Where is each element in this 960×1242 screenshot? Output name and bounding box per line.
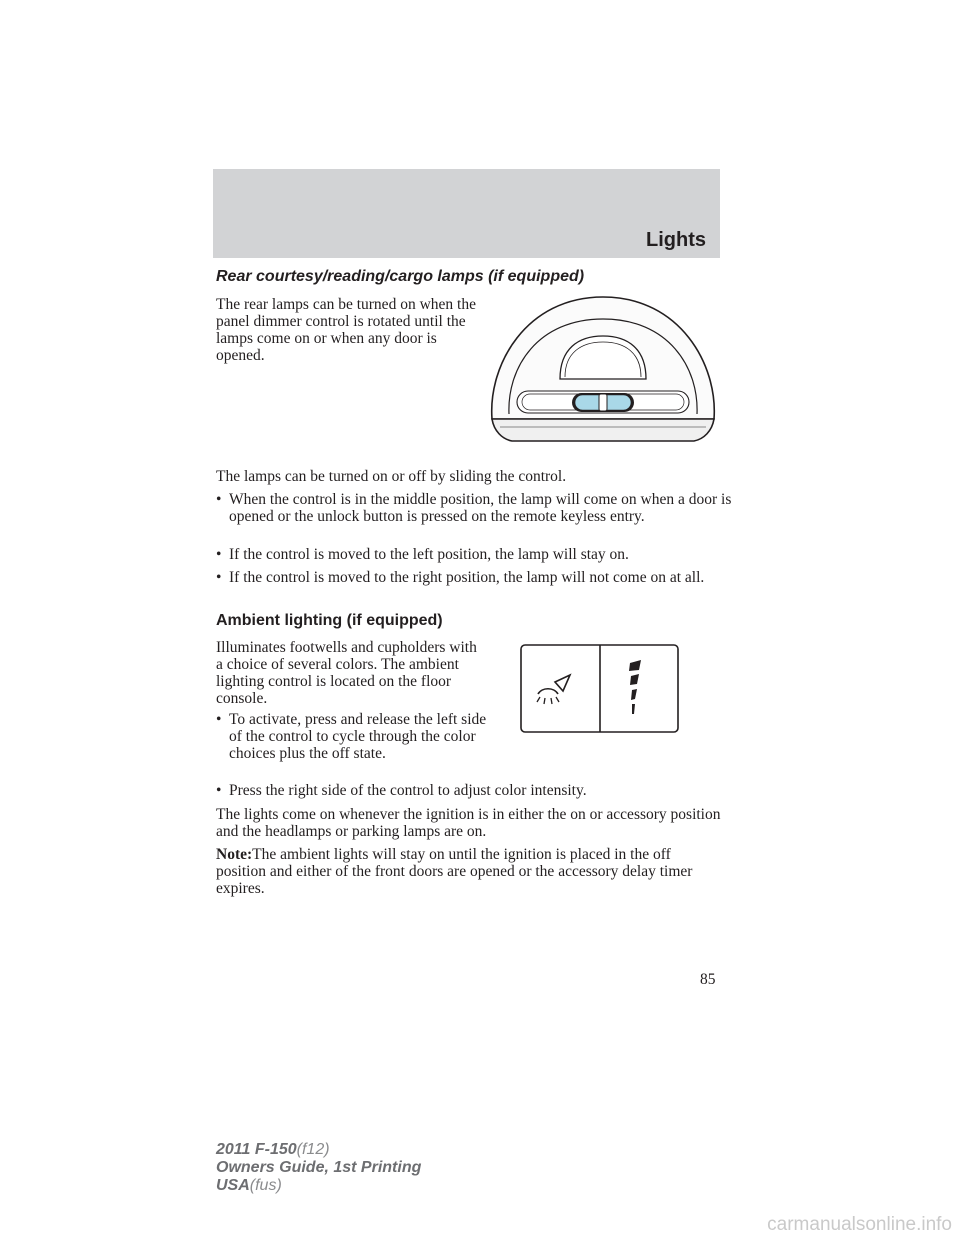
ambient-heading: Ambient lighting (if equipped) bbox=[216, 612, 443, 629]
page-number: 85 bbox=[700, 971, 716, 988]
section-title: Lights bbox=[646, 229, 706, 251]
watermark: carmanualsonline.info bbox=[767, 1214, 952, 1235]
ambient-note bbox=[216, 846, 722, 897]
rear-lamps-intro: The rear lamps can be turned on when the panel dimmer control is rotated until the lamps come on or when any door is opened. bbox=[216, 296, 476, 364]
ambient-intro: Illuminates footwells and cupholders with a choice of several colors. The ambient lighting control is located on the floor console. bbox=[216, 639, 477, 707]
rear-lamp-illustration bbox=[486, 293, 720, 455]
bullet-icon: • bbox=[216, 491, 222, 508]
ambient-control-illustration bbox=[520, 644, 680, 734]
rear-lamps-heading: Rear courtesy/reading/cargo lamps (if equipped) bbox=[216, 268, 585, 285]
bullet-icon: • bbox=[216, 711, 222, 728]
note-label: Note: bbox=[216, 846, 253, 863]
rear-lamps-slide-text: The lamps can be turned on or off by sliding the control. bbox=[216, 468, 567, 485]
bullet-icon: • bbox=[216, 546, 222, 563]
rear-bullet-left: • If the control is moved to the left position, the lamp will stay on. bbox=[216, 546, 629, 563]
rear-bullet-right: • If the control is moved to the right position, the lamp will not come on at all. bbox=[216, 569, 705, 586]
bullet-icon: • bbox=[216, 569, 222, 586]
rear-bullet-middle: • When the control is in the middle position, the lamp will come on when a door is opened or the unlock button is pressed on the remote keyless entry. bbox=[216, 491, 732, 525]
note-text: The ambient lights will stay on until the ignition is placed in the off position and either of the front doors are opened or the accessory delay timer expires. bbox=[216, 846, 693, 897]
ambient-bullet-activate: • To activate, press and release the left side of the control to cycle through the color choices plus the off state. bbox=[216, 711, 487, 762]
document-footer: 2011 F-150(f12) Owners Guide, 1st Printing USA(fus) bbox=[216, 1141, 422, 1194]
ambient-bullet-intensity: • Press the right side of the control to adjust color intensity. bbox=[216, 782, 587, 799]
header-band bbox=[213, 169, 720, 258]
ambient-paragraph: The lights come on whenever the ignition is in either the on or accessory position and the headlamps or parking lamps are on. bbox=[216, 806, 721, 840]
bullet-icon: • bbox=[216, 782, 222, 799]
